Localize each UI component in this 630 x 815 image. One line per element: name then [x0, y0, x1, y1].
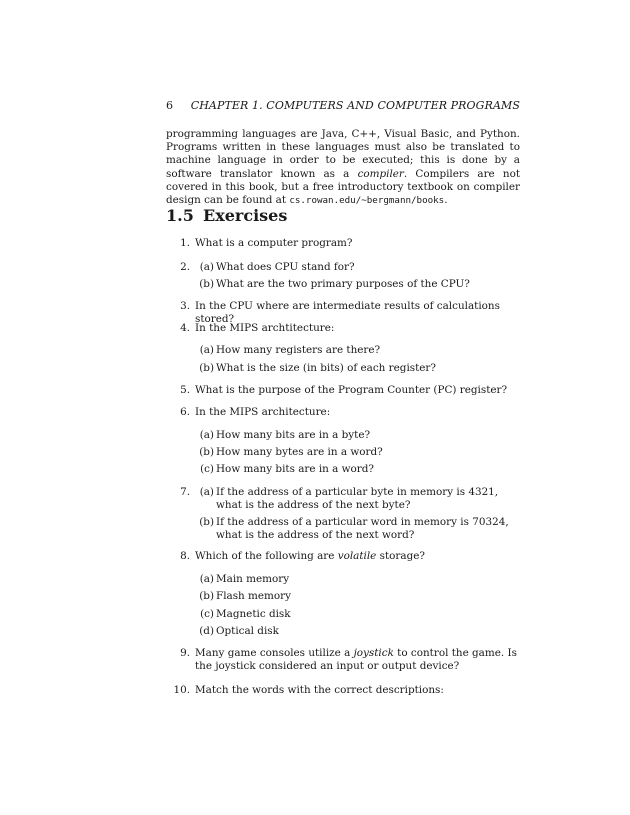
subpart-text: How many bits are in a byte? — [216, 429, 371, 441]
subpart-text: If the address of a particular word in memory is 70324, what is the address of the next word? — [216, 516, 509, 542]
subpart-label: (b) — [199, 516, 214, 528]
subpart-text: What does CPU stand for? — [216, 261, 355, 273]
subpart-label: (d) — [199, 625, 214, 637]
exercise-number: 10. — [173, 684, 190, 696]
section-heading — [166, 206, 287, 225]
subpart-label: (a) — [199, 573, 214, 585]
subpart-label: (a) — [199, 486, 214, 498]
exercise-number: 3. — [180, 300, 190, 312]
book-url: cs.rowan.edu/~bergmann/books — [289, 195, 445, 207]
subpart-text: What is the size (in bits) of each register? — [216, 362, 436, 374]
exercise-text: Many game consoles utilize a joystick to control the game. Is the joystick considered an input or output device? — [195, 647, 517, 673]
subpart-label: (c) — [200, 608, 214, 620]
exercise-text: What is the purpose of the Program Counter (PC) register? — [195, 384, 508, 396]
subpart-label: (b) — [199, 590, 214, 602]
intro-text-1: programming languages are Java, C++, Visual Basic, and Python. Programs written in these languages must also be translated to machine language in order to be executed; this is done by a software translator known as a — [166, 128, 520, 180]
exercise-number: 7. — [180, 486, 190, 498]
exercise-number: 2. — [180, 261, 190, 273]
subpart-text: Flash memory — [216, 590, 292, 602]
subpart-label: (a) — [199, 261, 214, 273]
intro-paragraph — [166, 128, 520, 207]
subpart-label: (a) — [199, 344, 214, 356]
subpart-text: Optical disk — [216, 625, 279, 637]
subpart-text: If the address of a particular byte in memory is 4321, what is the address of the next byte? — [216, 486, 499, 512]
intro-text-3: . — [444, 194, 448, 207]
subpart-label: (b) — [199, 278, 214, 290]
section-number: 1.5 — [166, 206, 194, 225]
subpart-text: How many bytes are in a word? — [216, 446, 383, 458]
exercise-text: Which of the following are volatile storage? — [195, 550, 425, 562]
subpart-text: Main memory — [216, 573, 290, 585]
exercise-number: 5. — [180, 384, 190, 396]
exercise-text: What is a computer program? — [195, 237, 353, 249]
compiler-term: compiler — [357, 167, 404, 180]
exercise-number: 6. — [180, 406, 190, 418]
section-title: Exercises — [203, 206, 288, 225]
exercise-text: In the CPU where are intermediate results of calculations stored? — [195, 300, 500, 326]
chapter-title: CHAPTER 1. COMPUTERS AND COMPUTER PROGRAMS — [190, 99, 520, 112]
exercise-text: In the MIPS archtitecture: — [195, 322, 335, 334]
exercise-number: 4. — [180, 322, 190, 334]
exercise-text: Match the words with the correct descriptions: — [195, 684, 444, 696]
subpart-label: (c) — [200, 463, 214, 475]
subpart-text: What are the two primary purposes of the CPU? — [216, 278, 470, 290]
joystick-term: joystick — [353, 647, 394, 659]
subpart-text: How many bits are in a word? — [216, 463, 374, 475]
subpart-label: (b) — [199, 446, 214, 458]
subpart-label: (a) — [199, 429, 214, 441]
subpart-text: How many registers are there? — [216, 344, 381, 356]
volatile-term: volatile — [337, 550, 377, 562]
exercise-text: In the MIPS architecture: — [195, 406, 331, 418]
intro-text-2: . Compilers are not covered in this book, but a free introductory textbook on compiler design can be found at — [166, 167, 520, 207]
subpart-label: (b) — [199, 362, 214, 374]
page-number: 6 — [166, 99, 174, 112]
exercise-number: 1. — [180, 237, 190, 249]
subpart-text: Magnetic disk — [216, 608, 291, 620]
exercise-number: 9. — [180, 647, 190, 659]
exercise-number: 8. — [180, 550, 190, 562]
